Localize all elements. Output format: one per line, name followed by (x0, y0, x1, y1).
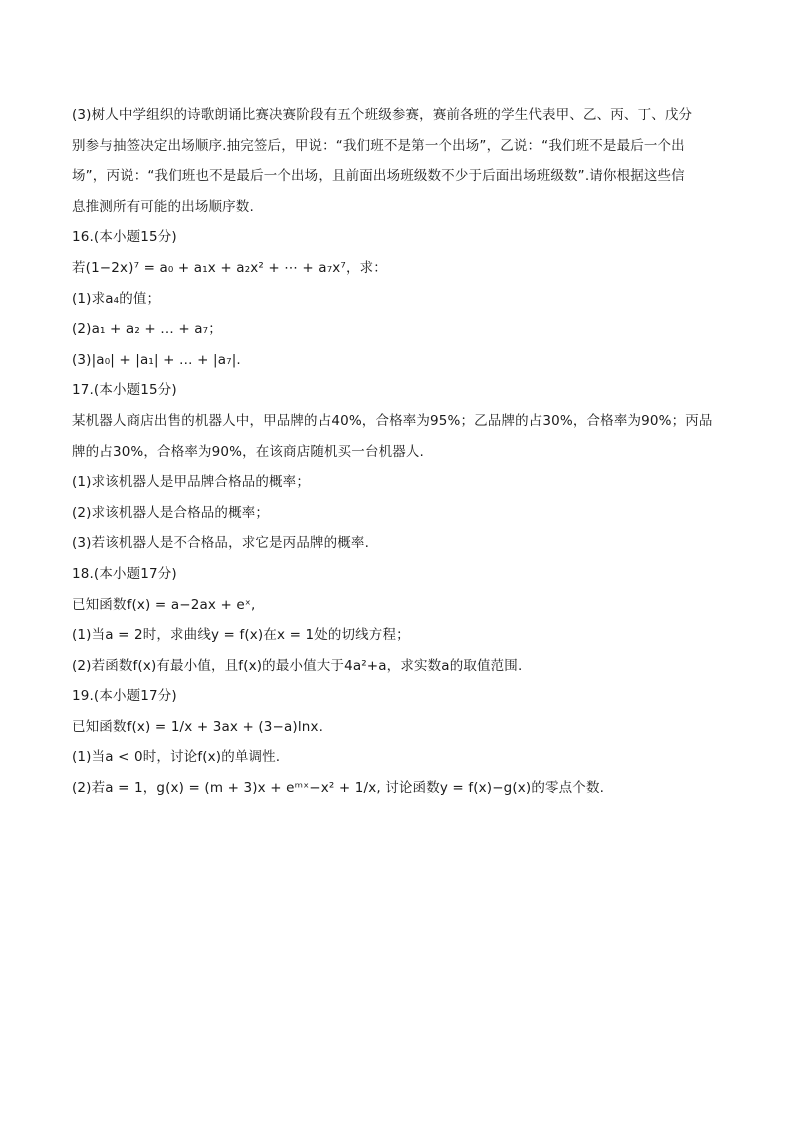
q17-part1: (1)求该机器人是甲品牌合格品的概率； (72, 474, 310, 491)
q16-part3: (3)|a₀| + |a₁| + … + |a₇|. (72, 351, 241, 368)
q18-part2: (2)若函数f(x)有最小值，且f(x)的最小值大于4a²+a，求实数a的取值范围. (72, 657, 523, 674)
q15-part3-line2: 别参与抽签决定出场顺序.抽完签后，甲说：“我们班不是第一个出场”，乙说：“我们班不是最后一个出 (72, 137, 685, 154)
q17-part3: (3)若该机器人是不合格品，求它是丙品牌的概率. (72, 535, 370, 552)
q19-part1: (1)当a < 0时，讨论f(x)的单调性. (72, 749, 281, 766)
q16-stem: 若(1−2x)⁷ = a₀ + a₁x + a₂x² + ⋯ + a₇x⁷，求： (72, 259, 387, 276)
q18-stem: 已知函数f(x) = a−2ax + eˣ, (72, 596, 256, 613)
q17-heading: 17.(本小题15分) (72, 382, 177, 399)
q18-part1: (1)当a = 2时，求曲线y = f(x)在x = 1处的切线方程； (72, 627, 410, 644)
q17-stem-line1: 某机器人商店出售的机器人中，甲品牌的占40%，合格率为95%；乙品牌的占30%，合格率为90%；丙品 (72, 412, 713, 429)
q18-heading: 18.(本小题17分) (72, 565, 177, 582)
q19-heading: 19.(本小题17分) (72, 688, 177, 705)
q19-stem: 已知函数f(x) = 1/x + 3ax + (3−a)lnx. (72, 718, 324, 735)
q15-part3-line3: 场”，丙说：“我们班也不是最后一个出场，且前面出场班级数不少于后面出场班级数”.请你根据这些信 (72, 168, 685, 185)
q16-part1: (1)求a₄的值； (72, 290, 161, 307)
q15-part3-line1: (3)树人中学组织的诗歌朗诵比赛决赛阶段有五个班级参赛，赛前各班的学生代表甲、乙、丙、丁、戊分 (72, 107, 693, 123)
q16-heading: 16.(本小题15分) (72, 229, 177, 246)
q17-stem-line2: 牌的占30%，合格率为90%，在该商店随机买一台机器人. (72, 443, 425, 460)
q16-part2: (2)a₁ + a₂ + … + a₇； (72, 321, 222, 338)
exam-page (72, 100, 727, 804)
q17-part2: (2)求该机器人是合格品的概率； (72, 504, 270, 521)
q15-part3-line4: 息推测所有可能的出场顺序数. (72, 198, 254, 215)
q19-part2: (2)若a = 1，g(x) = (m + 3)x + eᵐˣ−x² + 1/x, 讨论函数y = f(x)−g(x)的零点个数. (72, 780, 605, 797)
